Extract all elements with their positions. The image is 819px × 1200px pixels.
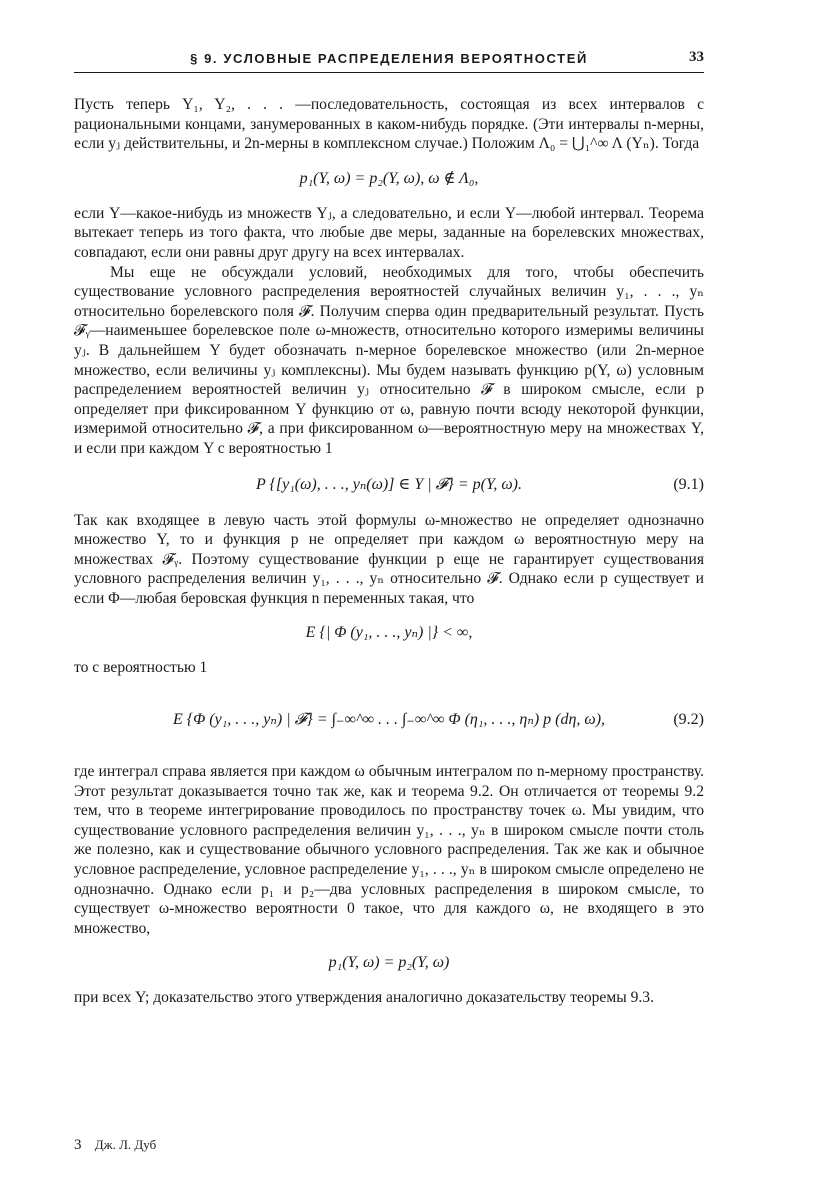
section-title: § 9. УСЛОВНЫЕ РАСПРЕДЕЛЕНИЯ ВЕРОЯТНОСТЕЙ — [190, 51, 588, 66]
formula-body: E {| Φ (y₁, . . ., yₙ) |} < ∞, — [305, 624, 473, 642]
page — [74, 48, 704, 1158]
signature-author: Дж. Л. Дуб — [94, 1137, 157, 1152]
formula-body: p₁(Y, ω) = p₂(Y, ω) — [328, 954, 450, 972]
formula-body: P {[y₁(ω), . . ., yₙ(ω)] ∈ Y | 𝓕} = p(Y, ω). — [255, 475, 523, 493]
paragraph-broad-sense-definition: Мы еще не обсуждали условий, необходимых для того, чтобы обеспечить существование условного распределения вероятностей случайных величин y₁, . . ., yₙ относительно борелевского поля 𝓕. Получим сперва один предварительный результат. Пусть 𝓕ᵧ—наименьшее борелевское поле ω-множеств, относительно которого измеримы величины yⱼ. В дальнейшем Y будет обозначать n-мерное борелевское множество (или 2n-мерное множество, если величины yⱼ комплексны). Мы будем называть функцию p(Y, ω) условным распределением вероятностей величин yⱼ относительно 𝓕 в широком смысле, если p определяет при фиксированном Y функцию от ω, равную почти всюду некоторой функции, измеримой относительно 𝓕, а при фиксированном ω—вероятностную меру на множествах Y, и если при каждом Y с вероятностью 1 — [74, 263, 704, 457]
equation-number: (9.2) — [673, 711, 704, 729]
signature-line — [74, 1137, 156, 1154]
paragraph-with-probability-one: то с вероятностью 1 — [74, 659, 208, 677]
formula-body: E {Φ (y₁, . . ., yₙ) | 𝓕} = ∫₋∞^∞ . . . ∫₋∞^∞ Φ (η₁, . . ., ηₙ) p (dη, ω), — [172, 711, 606, 729]
formula-expectation-finite — [74, 608, 704, 658]
formula-p1-p2-equal — [74, 938, 704, 988]
paragraph-intervals: Пусть теперь Y₁, Y₂, . . . —последовательность, состоящая из всех интервалов с рациональными концами, занумерованных в каком-нибудь порядке. (Эти интервалы n-мерны, если yⱼ действительны, и 2n-мерны в комплексном случае.) Положим Λ₀ = ⋃₁^∞ Λ (Yₙ). Тогда — [74, 96, 704, 153]
formula-body: p₁(Y, ω) = p₂(Y, ω), ω ∉ Λ₀, — [299, 169, 479, 187]
formula-9-2 — [74, 678, 704, 762]
paragraph-integral-remark: где интеграл справа является при каждом ω обычным интегралом по n-мерному пространству. Этот результат доказывается точно так же, как и теорема 9.2. Он отличается от теоремы 9.2 тем, что в теореме интегрирование проводилось по пространству точек ω. Мы увидим, что существование условного распределения величин y₁, . . ., yₙ в широком смысле почти столь же полезно, как и существование обычного условного распределения. Так же как и обычное условное распределение, условное распределение y₁, . . ., yₙ в широком смысле определено не однозначно. Однако если p₁ и p₂—два условных распределения в широком смысле, то существует ω-множество вероятности 0 такое, что для каждого ω, не входящего в это множество, — [74, 763, 704, 937]
formula-9-1 — [74, 459, 704, 511]
paragraph-proof-analogy: при всех Y; доказательство этого утверждения аналогично доказательству теоремы 9.3. — [74, 989, 654, 1007]
page-number: 33 — [689, 49, 704, 65]
signature-number: 3 — [74, 1137, 82, 1153]
formula-p1-equals-p2 — [74, 154, 704, 204]
paragraph-theorem-conclusion: если Y—какое-нибудь из множеств Yⱼ, а следовательно, и если Y—любой интервал. Теорема вытекает теперь из того факта, что любые две меры, заданные на борелевских множествах, совпадают, если они равны друг другу на всех интервалах. — [74, 204, 704, 261]
running-header — [74, 48, 704, 73]
equation-number: (9.1) — [673, 475, 704, 493]
paragraph-omega-set: Так как входящее в левую часть этой формулы ω-множество не определяет однозначно множество Y, то и функция p не определяет при каждом ω вероятностную меру на множествах 𝓕ᵧ. Поэтому существование функции p еще не гарантирует существования условного распределения величин y₁, . . ., yₙ относительно 𝓕. Однако если p существует и если Φ—любая беровская функция n переменных такая, что — [74, 511, 704, 607]
